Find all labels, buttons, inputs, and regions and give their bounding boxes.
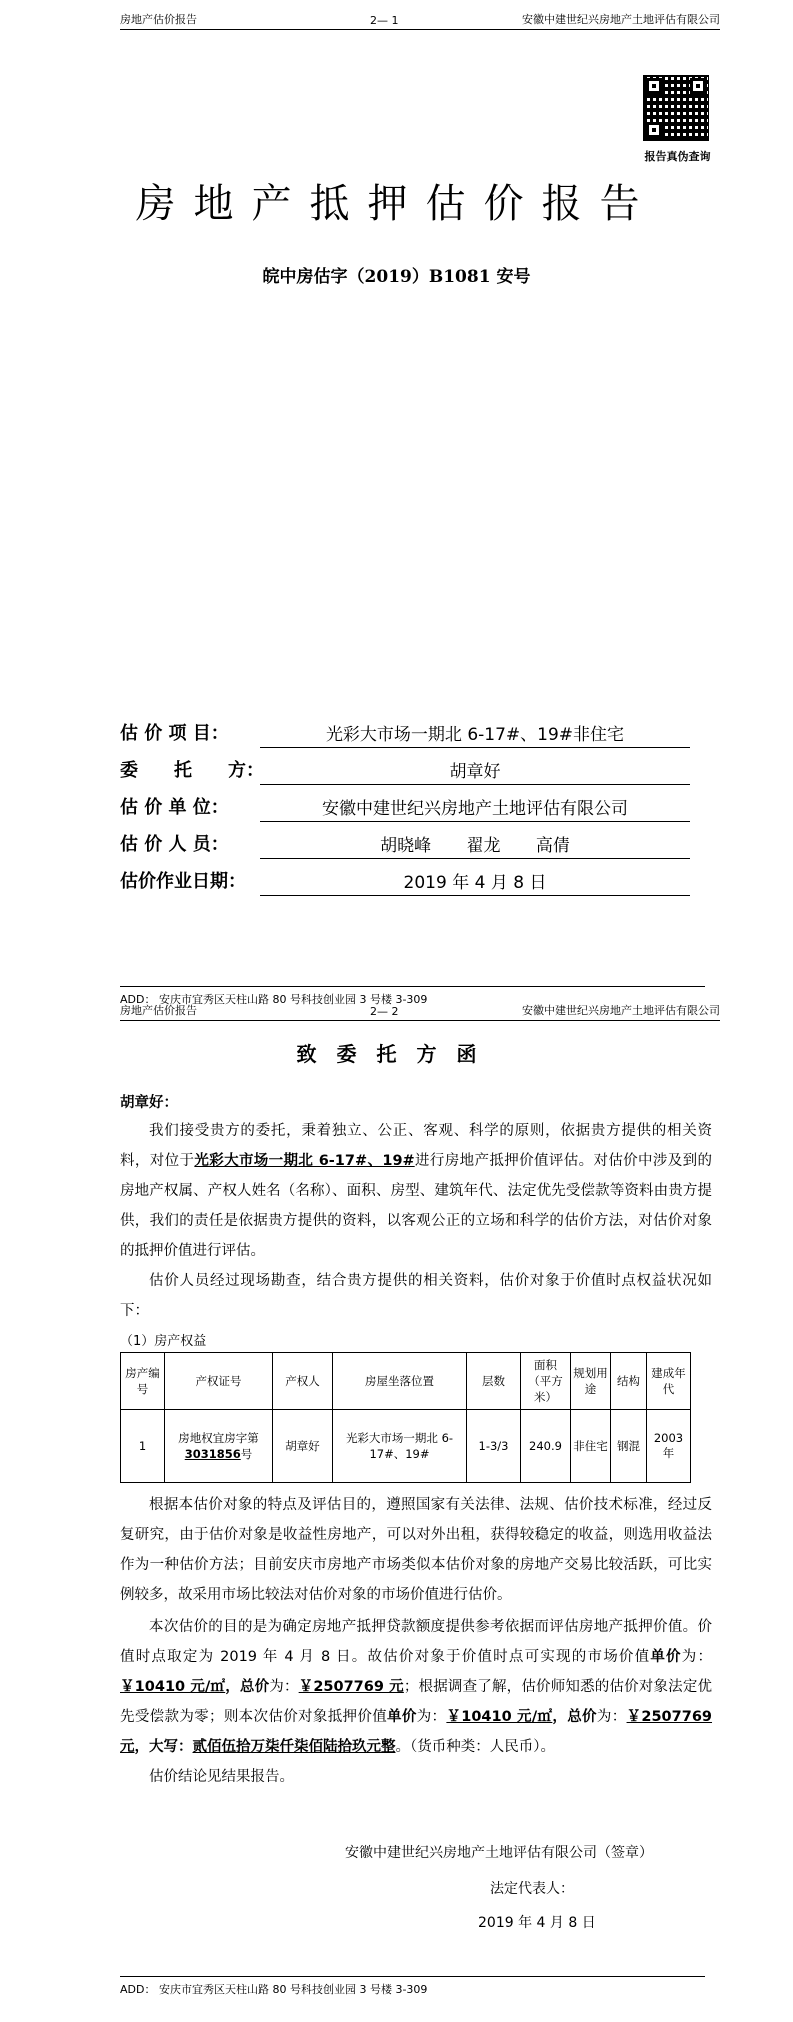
table-header-cell: 层数 — [467, 1353, 521, 1410]
info-value-date: 2019 年 4 月 8 日 — [260, 868, 690, 896]
cell-area: 240.9 — [521, 1410, 571, 1483]
paragraph-text: 我们接受贵方的委托，秉着独立、公正、客观、科学的原则，依据贵方提供的相关资料，对位于 — [120, 1123, 712, 1169]
total-price-label: ，总价 — [225, 1679, 270, 1695]
info-row-appraisers — [120, 831, 720, 859]
paragraph-text: 本次估价的目的是为确定房地产抵押贷款额度提供参考依据而评估房地产抵押价值。价值时点取定为 2019 年 4 月 8 日。故估价对象于价值时点可实现的市场价值 — [120, 1619, 712, 1665]
info-value-project: 光彩大市场一期北 6-17#、19#非住宅 — [260, 720, 690, 748]
paragraph-text: 为： — [269, 1679, 299, 1695]
mortgage-unit-price: ￥10410 元/㎡ — [446, 1709, 553, 1725]
appraiser-name: 高倩 — [535, 836, 570, 856]
cert-suffix: 号 — [240, 1447, 253, 1461]
table-header-cell: 房屋坐落位置 — [333, 1353, 467, 1410]
info-label-appraiser-org: 估 价 单 位： — [120, 797, 229, 818]
letter-paragraph-4 — [120, 1612, 712, 1762]
header-page-number: 2— 2 — [370, 1005, 399, 1018]
cell-owner: 胡章好 — [273, 1410, 333, 1483]
page1-running-header — [120, 13, 720, 30]
table-header-cell: 面积（平方米） — [521, 1353, 571, 1410]
cert-prefix: 房地权宜房字第 — [178, 1431, 259, 1445]
paragraph-text: ；根据调查了解，估价师知悉的估价对象法定优先受偿款为零；则本次估价对象抵押价值 — [120, 1679, 713, 1725]
info-value-appraiser-org: 安徽中建世纪兴房地产土地评估有限公司 — [260, 794, 690, 822]
info-value-appraisers — [260, 831, 690, 859]
info-row-client — [120, 757, 720, 785]
info-row-project — [120, 720, 720, 748]
header-company: 安徽中建世纪兴房地产土地评估有限公司 — [522, 1004, 720, 1017]
paragraph-text: 。（货币种类：人民币）。 — [395, 1739, 555, 1755]
cell-use: 非住宅 — [571, 1410, 611, 1483]
qr-finder-top-left — [646, 78, 662, 94]
header-report-type: 房地产估价报告 — [120, 13, 197, 26]
market-total-price: ￥2507769 元 — [298, 1679, 404, 1695]
property-rights-table-wrap — [120, 1352, 691, 1483]
header-page-number: 2— 1 — [370, 14, 399, 27]
info-label-date: 估价作业日期： — [120, 871, 246, 892]
caps-label: ，大写： — [134, 1739, 193, 1755]
table-caption: （1）房产权益 — [120, 1334, 207, 1349]
qr-finder-bottom-left — [646, 122, 662, 138]
unit-price-label: 单价 — [650, 1649, 682, 1665]
total-price-label: ，总价 — [552, 1709, 597, 1725]
qr-caption: 报告真伪查询 — [644, 150, 711, 163]
qr-finder-top-right — [690, 78, 706, 94]
paragraph-text: 为： — [681, 1649, 712, 1665]
signature-company: 安徽中建世纪兴房地产土地评估有限公司（签章） — [345, 1845, 653, 1861]
market-unit-price: ￥10410 元/㎡ — [120, 1679, 226, 1695]
table-row — [121, 1410, 691, 1483]
table-header-cell: 产权证号 — [165, 1353, 273, 1410]
cell-cert-no — [165, 1410, 273, 1483]
table-header-cell: 结构 — [611, 1353, 647, 1410]
page1-footer-address: ADD： 安庆市宜秀区天柱山路 80 号科技创业园 3 号楼 3-309 — [120, 986, 705, 1007]
table-header-row — [121, 1353, 691, 1410]
info-label-appraisers: 估 价 人 员： — [120, 834, 229, 855]
cell-year: 2003 年 — [647, 1410, 691, 1483]
unit-price-label: 单价 — [387, 1709, 417, 1725]
signature-representative: 法定代表人： — [490, 1881, 574, 1897]
letter-paragraph-2: 估价人员经过现场勘查，结合贵方提供的相关资料，估价对象于价值时点权益状况如下： — [120, 1273, 712, 1319]
signature-date: 2019 年 4 月 8 日 — [478, 1915, 596, 1931]
header-company: 安徽中建世纪兴房地产土地评估有限公司 — [522, 13, 720, 26]
qr-code-icon[interactable] — [643, 75, 709, 141]
cell-structure: 钢混 — [611, 1410, 647, 1483]
letter-paragraph-1 — [120, 1116, 712, 1266]
info-row-appraiser-org — [120, 794, 720, 822]
info-row-date — [120, 868, 720, 896]
report-number: 皖中房估字（2019）B1081 安号 — [262, 267, 531, 287]
total-price-in-words: 贰佰伍拾万柒仟柒佰陆拾玖元整 — [192, 1739, 396, 1755]
page2-footer-address: ADD： 安庆市宜秀区天柱山路 80 号科技创业园 3 号楼 3-309 — [120, 1976, 705, 1997]
letter-salutation: 胡章好： — [120, 1095, 178, 1111]
cell-location: 光彩大市场一期北 6-17#、19# — [333, 1410, 467, 1483]
appraiser-name: 胡晓峰 — [380, 836, 432, 856]
letter-title: 致委托方函 — [296, 1042, 497, 1066]
info-label-project: 估 价 项 目： — [120, 723, 229, 744]
info-label-client: 委 托 方： — [120, 760, 264, 781]
page2-running-header — [120, 1004, 720, 1021]
cell-property-no: 1 — [121, 1410, 165, 1483]
property-rights-table — [120, 1352, 691, 1483]
cert-number: 3031856 — [184, 1447, 241, 1461]
paragraph-text: 为： — [416, 1709, 447, 1725]
letter-paragraph-5: 估价结论见结果报告。 — [149, 1769, 294, 1785]
table-header-cell: 产权人 — [273, 1353, 333, 1410]
paragraph-text: 进行房地产抵押价值评估。对估价中涉及到的房地产权属、产权人姓名（名称）、面积、房型、建筑年代、法定优先受偿款等资料由贵方提供，我们的责任是依据贵方提供的资料，以客观公正的立场和科学的估价方法，对估价对象的抵押价值进行评估。 — [120, 1153, 713, 1259]
header-report-type: 房地产估价报告 — [120, 1004, 197, 1017]
appraisal-object: 光彩大市场一期北 6-17#、19# — [194, 1153, 415, 1169]
appraiser-name: 翟龙 — [466, 836, 501, 856]
info-value-client: 胡章好 — [260, 757, 690, 785]
report-title: 房地产抵押估价报告 — [135, 181, 658, 227]
table-header-cell: 房产编号 — [121, 1353, 165, 1410]
table-header-cell: 规划用途 — [571, 1353, 611, 1410]
letter-paragraph-3: 根据本估价对象的特点及评估目的，遵照国家有关法律、法规、估价技术标准，经过反复研究，由于估价对象是收益性房地产，可以对外出租，获得较稳定的收益，则选用收益法作为一种估价方法；目前安庆市房地产市场类似本估价对象的房地产交易比较活跃，可比实例较多，故采用市场比较法对估价对象的市场价值进行估价。 — [120, 1497, 712, 1603]
mortgage-total-price: ￥2507769 元 — [120, 1709, 713, 1755]
cell-floors: 1-3/3 — [467, 1410, 521, 1483]
paragraph-text: 为： — [596, 1709, 627, 1725]
table-header-cell: 建成年代 — [647, 1353, 691, 1410]
